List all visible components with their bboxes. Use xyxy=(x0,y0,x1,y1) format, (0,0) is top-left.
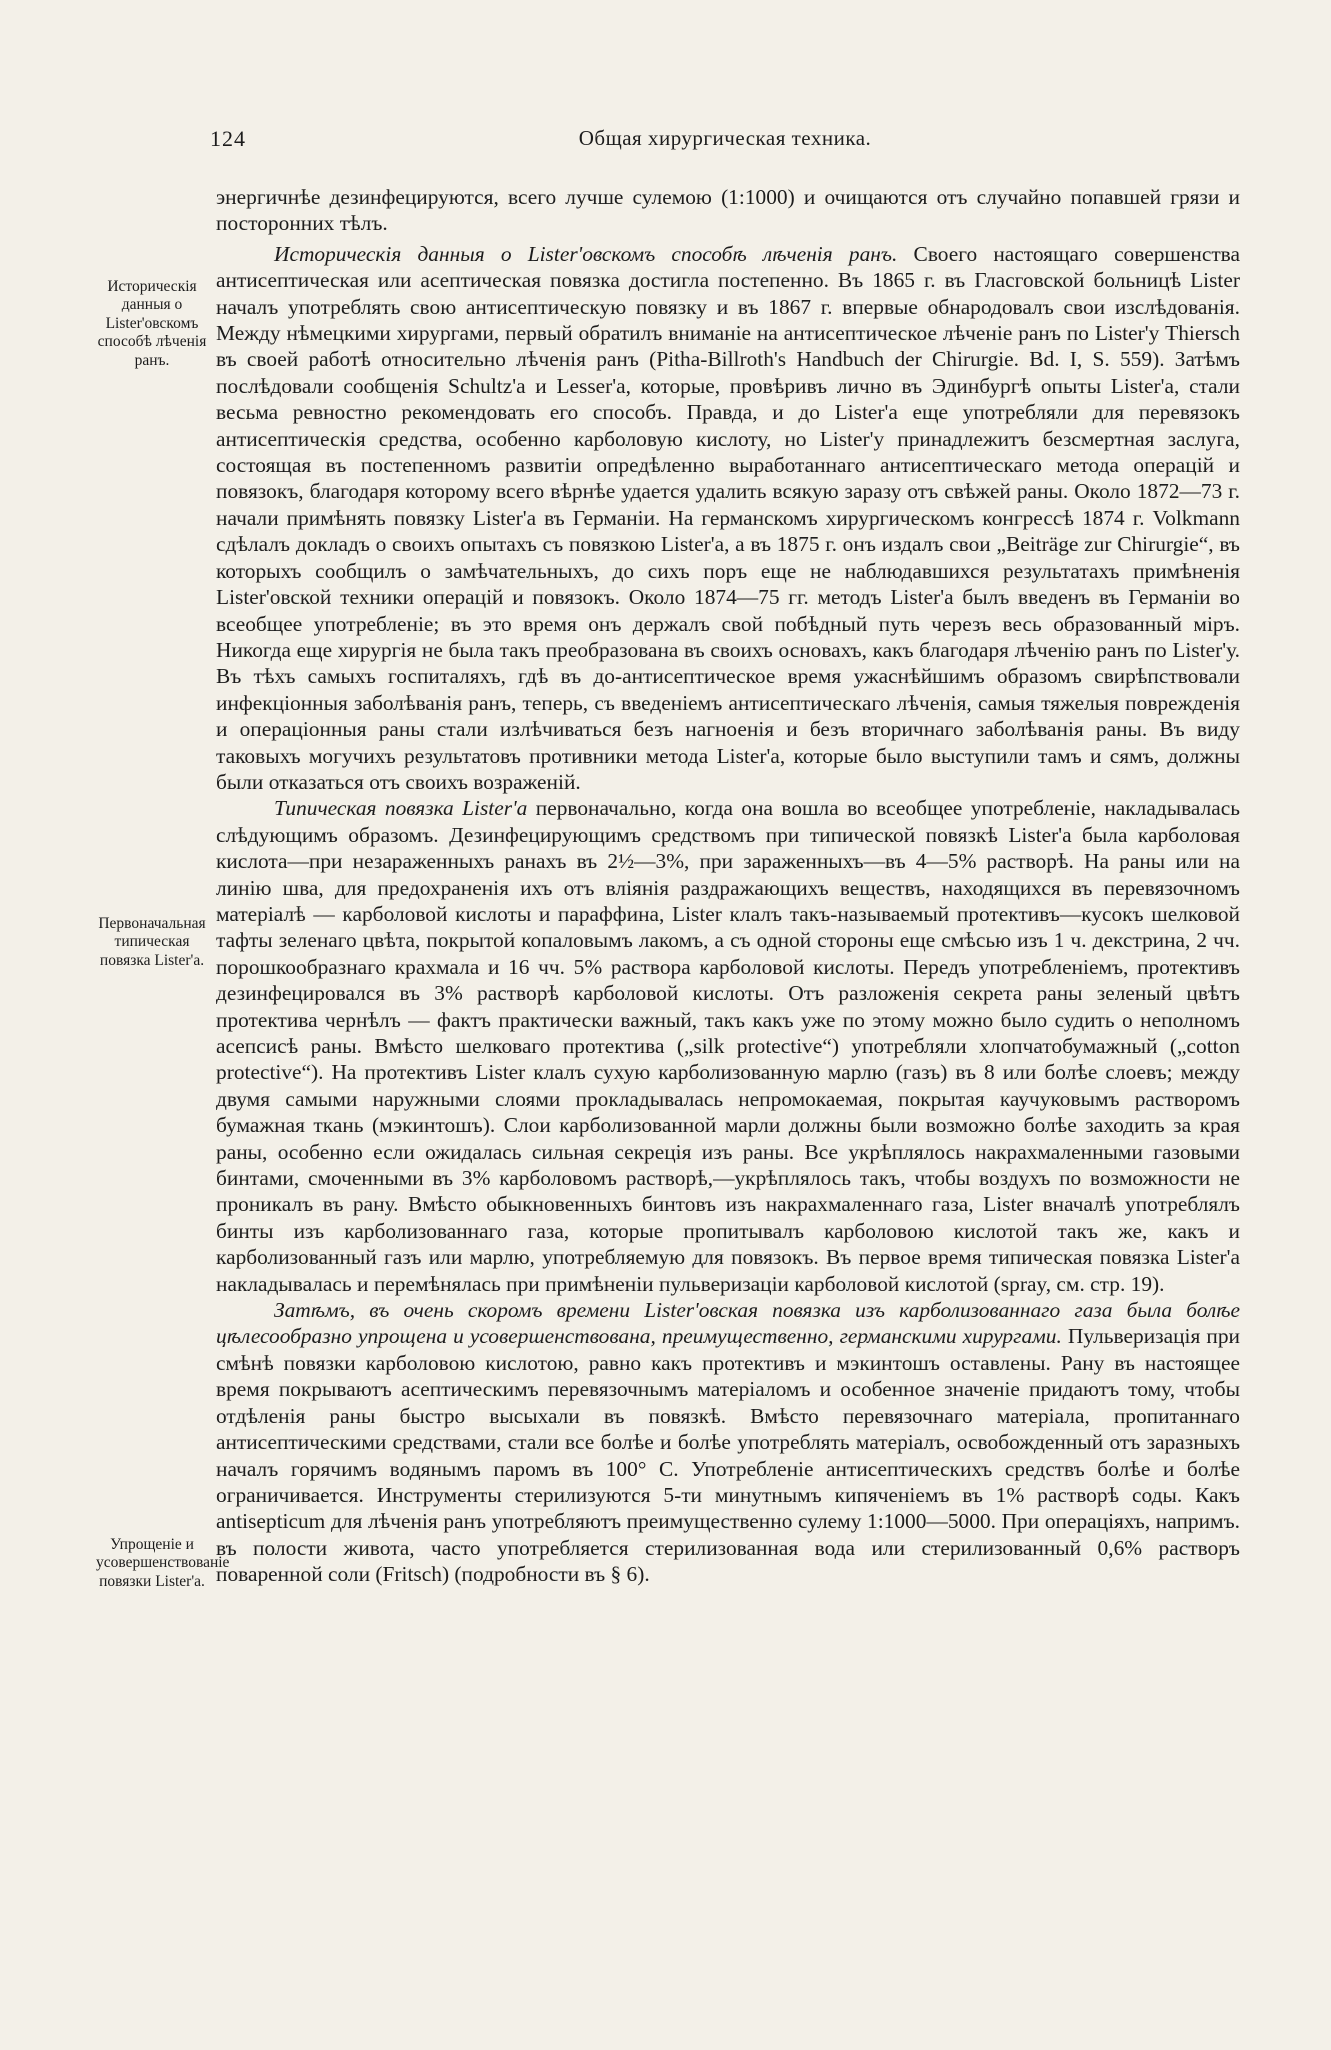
simplification-paragraph xyxy=(216,1297,1240,1587)
original-dressing-text: первоначально, когда она вошла во всеобщее употребленіе, накладывалась слѣдующимъ образомъ. Дезинфецирующимъ средствомъ при типической повязкѣ Lister'а была карболовая кислота—при незараженныхъ ранахъ въ 2½—3%, при зараженныхъ—въ 4—5% растворѣ. На раны или на линію шва, для предохраненія ихъ отъ вліянія раздражающихъ веществъ, находящихся въ перевязочномъ матеріалѣ — карболовой кислоты и параффина, Lister клалъ такъ-называемый протективъ—кусокъ шелковой тафты зеленаго цвѣта, покрытой копаловымъ лакомъ, а съ одной стороны еще смѣсью изъ 1 ч. декстрина, 2 чч. порошкообразнаго крахмала и 16 чч. 5% раствора карболовой кислоты. Передъ употребленіемъ, протективъ дезинфецировался въ 3% растворѣ карболовой кислоты. Отъ разложенія секрета раны зеленый цвѣтъ протектива чернѣлъ — фактъ практически важный, такъ какъ уже по этому можно было судить о неполномъ асепсисѣ раны. Вмѣсто шелковаго протектива („silk protective“) употребляли хлопчатобумажный („cotton protective“). На протективъ Lister клалъ сухую карболизованную марлю (газъ) въ 8 или болѣе слоевъ; между двумя самыми наружными слоями прокладывалась непромокаемая, покрытая каучуковымъ растворомъ бумажная ткань (мэкинтошъ). Слои карболизованной марли должны были возможно болѣе заходить за края раны, особенно если ожидалась сильная секреція изъ раны. Все укрѣплялось накрахмаленными газовыми бинтами, смоченными въ 3% карболовомъ растворѣ,—укрѣплялось такъ, чтобы воздухъ по возможности не проникалъ въ рану. Вмѣсто обыкновенныхъ бинтовъ изъ накрахмаленнаго газа, Lister вначалѣ употреблялъ бинты изъ карболизованнаго газа, которые пропитывалъ карболовою кислотой такъ же, какъ и карболизованный газъ или марлю, употребляемую для повязокъ. Въ первое время типическая повязка Lister'а накладывалась и перемѣнялась при примѣненіи пульверизаціи карболовой кислотой (spray, см. стр. 19). xyxy=(216,796,1240,1296)
historical-lead: Историческія данныя о Lister'овскомъ способѣ лѣченія ранъ. xyxy=(274,241,898,266)
intro-paragraph: энергичнѣе дезинфецируются, всего лучше сулемою (1:1000) и очищаются отъ случайно попавшей грязи и посторонних тѣлъ. xyxy=(216,185,1240,236)
body-text xyxy=(216,184,1240,1588)
historical-paragraph xyxy=(216,241,1240,796)
simplification-text: Пульверизація при смѣнѣ повязки карболовою кислотою, равно какъ протективъ и мэкинтошъ оставлены. Рану въ настоящее время покрываютъ асептическимъ перевязочнымъ матеріаломъ и особенное значеніе придаютъ тому, чтобы отдѣленія раны быстро высыхали въ повязкѣ. Вмѣсто перевязочнаго матеріала, пропитаннаго антисептическими средствами, стали все болѣе и болѣе употреблять матеріалъ, освобожденный отъ заразныхъ началъ горячимъ водянымъ паромъ въ 100° С. Употребленіе антисептическихъ средствъ болѣе и болѣе ограничивается. Инструменты стерилизуются 5-ти минутнымъ кипяченіемъ въ 1% растворѣ соды. Какъ antisepticum для лѣченія ранъ употребляютъ преимущественно сулему 1:1000—5000. При операціяхъ, напримъ. въ полости живота, часто употребляется стерилизованная вода или стерилизованный 0,6% растворъ поваренной соли (Fritsch) (подробности въ § 6). xyxy=(216,1324,1240,1587)
historical-text: Своего настоящаго совершенства антисептическая или асептическая повязка достигла постепенно. Въ 1865 г. въ Гласговской больницѣ Lister началъ употреблять свою антисептическую повязку и въ 1867 г. впервые обнародовалъ свои изслѣдованія. Между нѣмецкими хирургами, первый обратилъ вниманіе на антисептическое лѣченіе ранъ по Lister'у Thiersch въ своей работѣ относительно лѣченія ранъ (Pitha-Billroth's Handbuch der Chirurgie. Bd. I, S. 559). Затѣмъ послѣдовали сообщенія Schultz'а и Lesser'а, которые, провѣривъ лично въ Эдинбургѣ опыты Lister'а, стали весьма ревностно рекомендовать его способъ. Правда, и до Lister'а еще употребляли для перевязокъ антисептическія средства, особенно карболовую кислоту, но Lister'у принадлежитъ безсмертная заслуга, состоящая въ постепенномъ развитіи опредѣленно выработаннаго антисептическаго метода операцій и повязокъ, благодаря которому всего вѣрнѣе удается удалить всякую заразу отъ свѣжей раны. Около 1872—73 г. начали примѣнять повязку Lister'а въ Германіи. На германскомъ хирургическомъ конгрессѣ 1874 г. Volkmann сдѣлалъ докладъ о своихъ опытахъ съ повязкою Lister'а, а въ 1875 г. онъ издалъ свои „Beiträge zur Chirurgie“, въ которыхъ сообщилъ о замѣчательныхъ, до сихъ поръ еще не наблюдавшихся результатахъ примѣненія Lister'овской техники операцій и повязокъ. Около 1874—75 гг. методъ Lister'а былъ введенъ въ Германіи во всеобщее употребленіе; въ это время онъ держалъ свой побѣдный путь черезъ весь образованный міръ. Никогда еще хирургія не была такъ преобразована въ своихъ основахъ, какъ благодаря лѣченію ранъ по Lister'у. Въ тѣхъ самыхъ госпиталяхъ, гдѣ въ до-антисептическое время ужаснѣйшимъ образомъ свирѣпствовали инфекціонныя заболѣванія ранъ, теперь, съ введеніемъ антисептическаго лѣченія, самыя тяжелыя поврежденія и операціонныя раны стали излѣчиваться безъ нагноенія и безъ вторичнаго заболѣванія раны. Въ виду таковыхъ могучихъ результатовъ противники метода Lister'а, которые было выступили тамъ и сямъ, должны были отказаться отъ своихъ возраженій. xyxy=(216,241,1240,794)
margin-note-historical: Историческія данныя о Lister'овскомъ способѣ лѣченія ранъ. xyxy=(97,278,207,369)
margin-note-original-dressing: Первоначальная типическая повязка Lister'a. xyxy=(98,915,206,969)
running-title: Общая хирургическая техника. xyxy=(578,126,872,150)
page-header xyxy=(210,126,1240,166)
simplification-lead: Затѣмъ, въ очень скоромъ времени Lister'овская повязка изъ карболизованнаго газа была болѣе цѣлесообразно упрощена и усовершенствована, преимущественно, германскими хирургами. xyxy=(216,1298,1240,1349)
margin-note-simplification: Упрощеніе и усовершенствованіе повязки Lister'a. xyxy=(96,1536,230,1590)
original-dressing-lead: Типическая повязка Lister'а xyxy=(274,796,528,821)
page-number: 124 xyxy=(210,126,246,151)
original-dressing-paragraph xyxy=(216,795,1240,1297)
